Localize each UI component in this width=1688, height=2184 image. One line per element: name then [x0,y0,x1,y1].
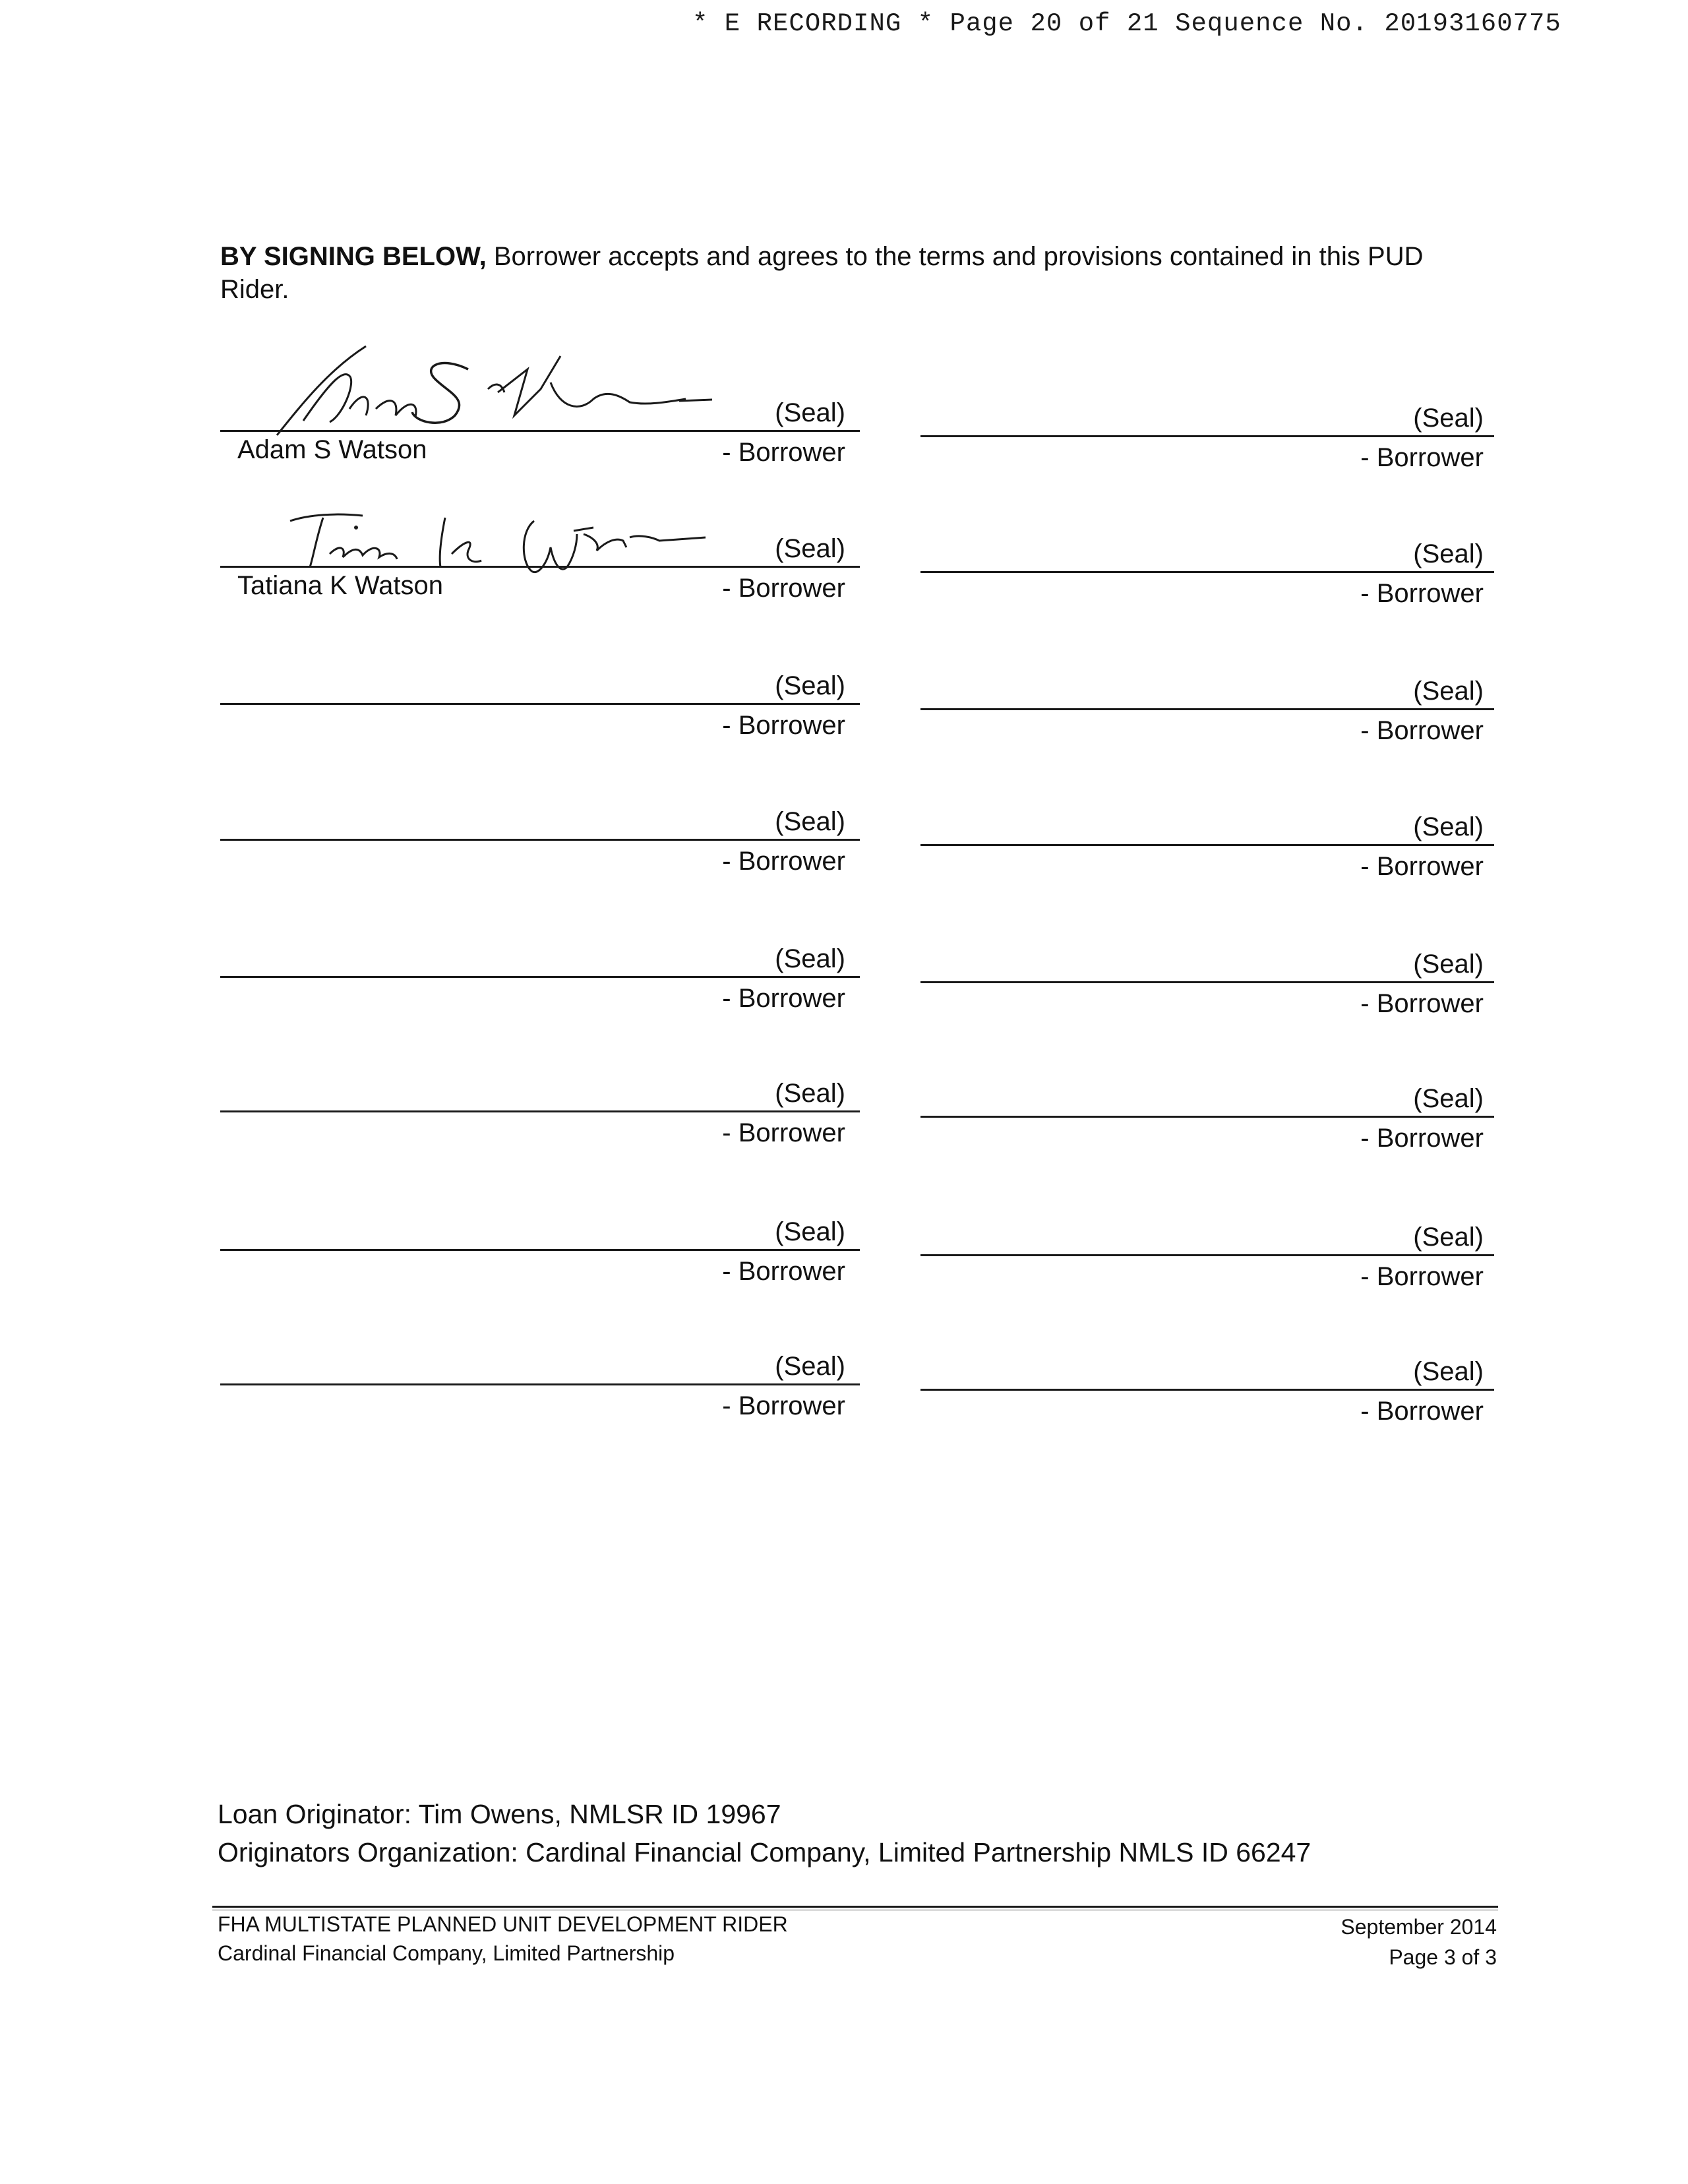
recording-stamp: * E RECORDING * Page 20 of 21 Sequence No. 20193160775 [692,9,1561,38]
seal-label: (Seal) [1413,950,1484,979]
intro-text: Borrower accepts and agrees to the terms and provisions contained in this PUD Rider. [220,242,1424,304]
loan-originator: Loan Originator: Tim Owens, NMLSR ID 19967 [218,1799,781,1829]
signer-name: Adam S Watson [237,435,427,464]
seal-label: (Seal) [775,944,845,973]
signature-line [220,1383,860,1385]
seal-label: (Seal) [775,1079,845,1108]
signature-line [920,435,1494,437]
signature-line [220,1110,860,1112]
signature-line [920,844,1494,846]
borrower-label: - Borrower [1360,579,1484,608]
signature-line [920,1116,1494,1118]
borrower-label: - Borrower [1360,716,1484,745]
borrower-label: - Borrower [722,711,845,740]
signature-line [220,703,860,705]
originator-organization: Originators Organization: Cardinal Financial Company, Limited Partnership NMLS ID 66247 [218,1837,1311,1867]
form-date: September 2014 [1341,1915,1497,1939]
page-number: Page 3 of 3 [1389,1945,1497,1969]
form-title: FHA MULTISTATE PLANNED UNIT DEVELOPMENT RIDER [218,1912,788,1936]
borrower-label: - Borrower [722,847,845,876]
signature-line [220,976,860,978]
seal-label: (Seal) [775,671,845,700]
borrower-label: - Borrower [722,438,845,467]
signature-line [220,566,860,568]
borrower-label: - Borrower [722,984,845,1013]
seal-label: (Seal) [1413,404,1484,433]
footer-company: Cardinal Financial Company, Limited Partnership [218,1941,675,1965]
seal-label: (Seal) [775,807,845,836]
borrower-label: - Borrower [1360,989,1484,1018]
signature-line [920,981,1494,983]
borrower-label: - Borrower [1360,852,1484,881]
signature-adam-watson [251,343,725,442]
seal-label: (Seal) [1413,1084,1484,1113]
signature-line [220,1249,860,1251]
signature-line [920,571,1494,573]
signature-line [220,839,860,841]
signature-line [920,1254,1494,1256]
borrower-label: - Borrower [722,1257,845,1286]
seal-label: (Seal) [1413,812,1484,841]
seal-label: (Seal) [775,1217,845,1246]
borrower-label: - Borrower [722,1118,845,1147]
signature-line [920,708,1494,710]
signer-name: Tatiana K Watson [237,571,444,600]
intro-paragraph [220,240,1460,306]
borrower-label: - Borrower [1360,1397,1484,1426]
seal-label: (Seal) [1413,1223,1484,1252]
intro-bold-lead: BY SIGNING BELOW, [220,242,487,271]
borrower-label: - Borrower [1360,1124,1484,1153]
borrower-label: - Borrower [1360,443,1484,472]
seal-label: (Seal) [775,534,845,563]
borrower-label: - Borrower [722,574,845,603]
borrower-label: - Borrower [722,1391,845,1420]
seal-label: (Seal) [1413,1357,1484,1386]
seal-label: (Seal) [1413,539,1484,568]
seal-label: (Seal) [775,398,845,427]
signature-tatiana-watson [284,508,732,580]
borrower-label: - Borrower [1360,1262,1484,1291]
signature-line [220,430,860,432]
footer-divider [212,1906,1498,1908]
signature-line [920,1389,1494,1391]
seal-label: (Seal) [1413,677,1484,706]
seal-label: (Seal) [775,1352,845,1381]
